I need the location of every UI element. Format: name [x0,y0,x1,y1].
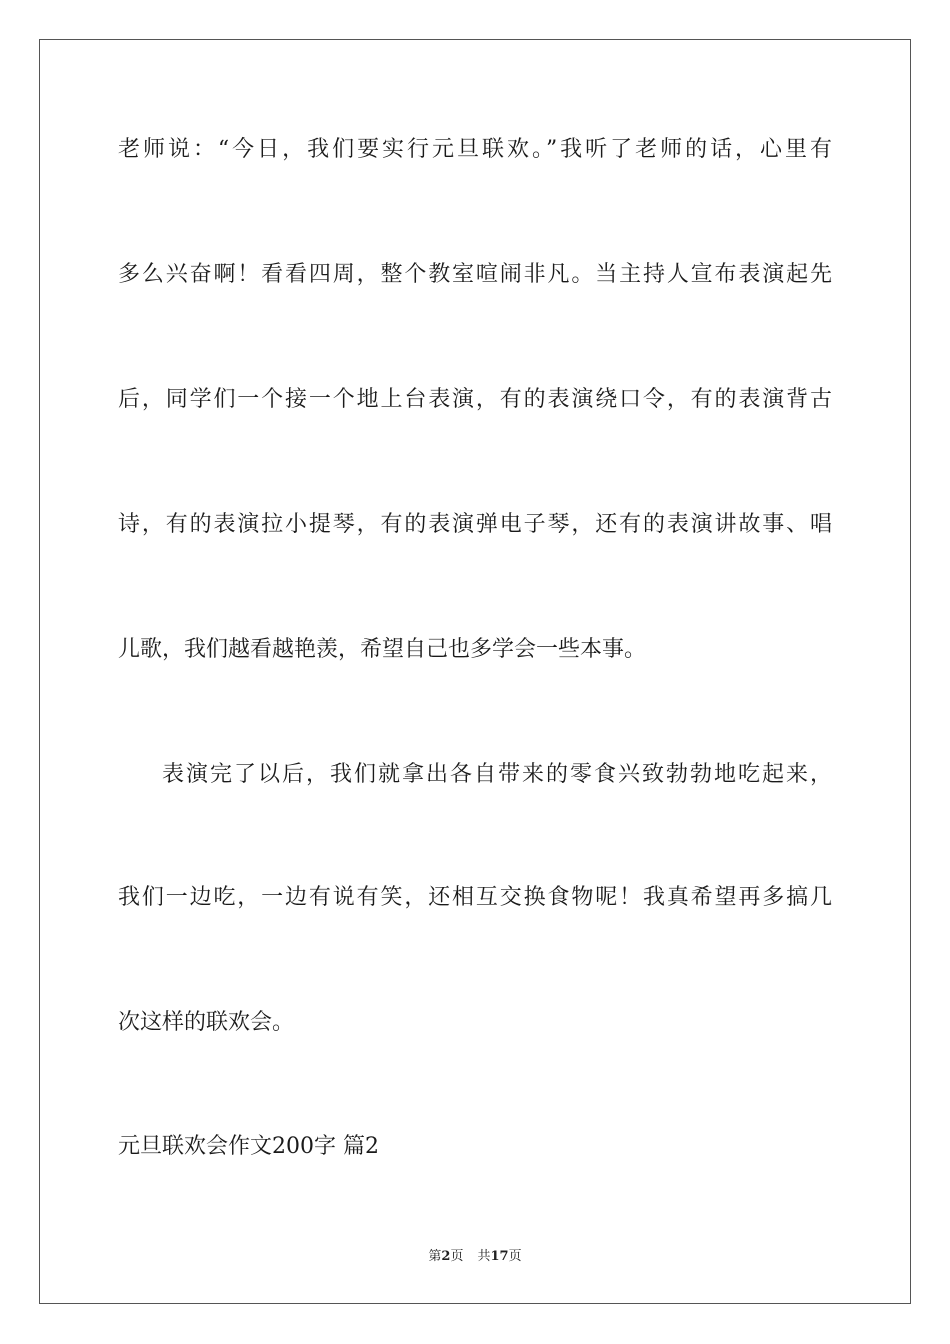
page-number: 2 [441,1249,451,1264]
paragraph-line-1: 老师说：“今日，我们要实行元旦联欢。”我听了老师的话，心里有 [118,137,832,162]
total-suffix: 页 [508,1249,522,1264]
total-pages: 17 [490,1249,509,1264]
page-prefix: 第 [428,1249,442,1264]
total-prefix: 共 [477,1249,491,1264]
section-heading: 元旦联欢会作文200字 篇2 [118,1134,379,1159]
page-suffix: 页 [450,1249,464,1264]
paragraph-line-2: 多么兴奋啊！看看四周，整个教室喧闹非凡。当主持人宣布表演起先 [118,262,832,287]
paragraph-line-4: 诗，有的表演拉小提琴，有的表演弹电子琴，还有的表演讲故事、唱 [118,512,832,537]
paragraph-line-7: 我们一边吃，一边有说有笑，还相互交换食物呢！我真希望再多搞几 [118,885,832,910]
paragraph-line-6: 表演完了以后，我们就拿出各自带来的零食兴致勃勃地吃起来， [162,762,832,787]
paragraph-line-5: 儿歌，我们越看越艳羡，希望自己也多学会一些本事。 [118,637,647,662]
paragraph-line-8: 次这样的联欢会。 [118,1010,295,1035]
page-footer [0,1249,950,1265]
page-border [39,39,911,1304]
paragraph-line-3: 后，同学们一个接一个地上台表演，有的表演绕口令，有的表演背古 [118,387,832,412]
